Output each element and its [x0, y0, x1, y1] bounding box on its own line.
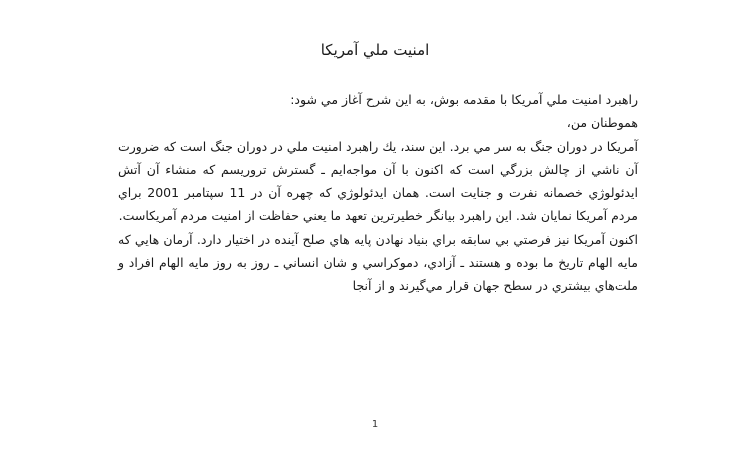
document-title: امنيت ملي آمريكا [320, 41, 430, 59]
page-number: 1 [371, 419, 379, 430]
paragraph-war: آمريكا در دوران جنگ به سر مي برد. اين سند، يك راهبرد امنيت ملي در دوران جنگ است كه ضرورت آن ناشي از چالش بزرگي است كه اكنون با آن مواجه‌ايم ـ گسترش تروريسم كه منشاء آن آتش ايدئولوژي خصمانه نفرت و جنايت است. همان ايدئولوژي كه چهره آن در 11 سپتامبر 2001 براي مردم آمريكا نمايان شد. اين راهبرد بيانگر خطيرترين تعهد ما يعني حفاظت از امنيت مردم آمريكاست. [118, 138, 638, 224]
paragraph-salutation: هموطنان من، [566, 115, 638, 131]
document-body [118, 88, 638, 298]
paragraph-intro: راهبرد امنيت ملي آمريكا با مقدمه بوش، به اين شرح آغاز مي شود: [290, 92, 638, 107]
paragraph-opportunity: اكنون آمريكا نيز فرصتي بي سابقه براي بنياد نهادن پايه هاي صلح آينده در اختيار دارد. آرمان هايي كه مايه الهام تاريخ ما بوده و هستند ـ آزادي، دموكراسي و شان انساني ـ روز به روز مايه الهام افراد و ملت‌هاي بيشتري در سطح جهان قرار مي‌گيرند و از آنجا [118, 231, 638, 294]
